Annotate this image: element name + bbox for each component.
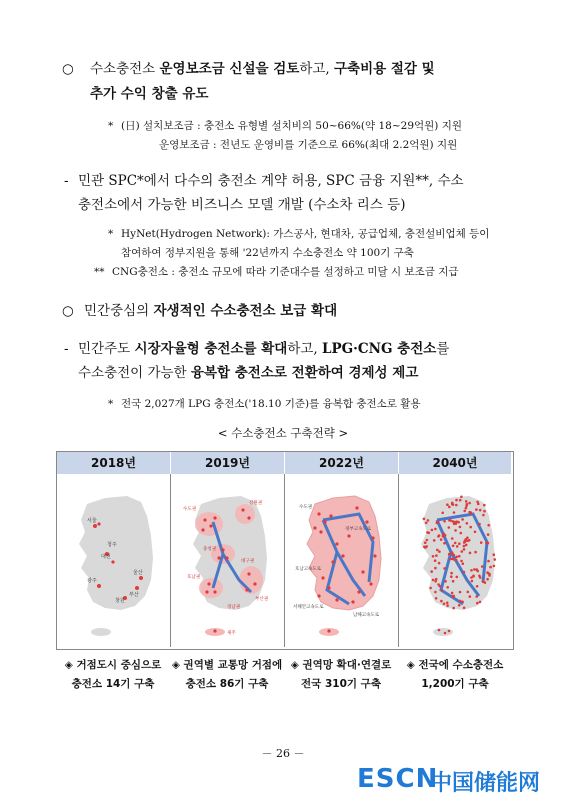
s2-note2: CNG충전소 : 충전소 규모에 따라 기준대수를 설정하고 미달 시 보조금 지급 — [112, 266, 459, 278]
dot-2040 — [441, 589, 444, 592]
caption-2018-1: ◈ 거점도시 중심으로 — [64, 659, 162, 671]
s4-line1-d: LPG·CNG 충전소 — [322, 341, 437, 357]
caption-2018-2: 충전소 14기 구축 — [71, 678, 155, 690]
dot-2040 — [423, 518, 426, 521]
caption-2019-2: 충전소 86기 구축 — [185, 678, 269, 690]
label-2018-1: 청주 — [107, 542, 117, 548]
dot-2040 — [474, 551, 477, 554]
dot-2040 — [448, 630, 451, 633]
figure-title: < 수소충전소 구축전략 > — [217, 426, 349, 440]
dot-2040 — [448, 506, 451, 509]
s4-line1-e: 를 — [436, 341, 450, 357]
dot-2040 — [475, 595, 478, 598]
dot-2040 — [438, 534, 441, 537]
dot-2040 — [454, 542, 457, 545]
s1-note1-a: (日) 설치보조금 : 충전소 유형별 설치비의 50~66%(약 18~29억원) 지원 — [121, 120, 462, 132]
map-2040 — [421, 496, 496, 637]
s4-dash: - — [64, 341, 69, 357]
dot-2040 — [483, 510, 486, 513]
dot-2040 — [455, 504, 458, 507]
dot-2040 — [446, 604, 449, 607]
dot-2040 — [459, 600, 462, 603]
dot-2040 — [466, 536, 469, 539]
label-2019-3: 호남권 — [187, 575, 201, 580]
dot-2040 — [433, 539, 436, 542]
dot-2040 — [453, 554, 456, 557]
dot-2040 — [456, 576, 459, 579]
dot-2040 — [463, 571, 466, 574]
dot-2040 — [438, 629, 441, 632]
map-2022 — [293, 496, 381, 636]
dot-2040 — [479, 509, 482, 512]
dot-2040 — [466, 540, 469, 543]
dot-2040 — [494, 558, 497, 561]
s1-line1 — [90, 58, 435, 81]
dot-2040 — [452, 607, 455, 610]
map-2019 — [183, 496, 268, 636]
label-2018-0: 서울 — [87, 518, 97, 524]
caption-2022 — [285, 656, 397, 694]
dot-2040 — [461, 601, 464, 604]
dot-2040 — [493, 565, 496, 568]
dot-2040 — [429, 587, 432, 590]
dot-2040 — [471, 580, 474, 583]
dot-2040 — [463, 510, 466, 513]
label-2018-5: 부산 — [129, 592, 139, 598]
dot-2040 — [457, 521, 460, 524]
dot-2040 — [431, 529, 434, 532]
caption-2022-1: ◈ 권역망 확대·연결로 — [290, 659, 392, 671]
dot-2040 — [451, 503, 454, 506]
dot-2040 — [436, 549, 439, 552]
s2-note1-a: HyNet(Hydrogen Network): 가스공사, 현대차, 공급업체, 충전설비업체 등이 — [121, 228, 490, 240]
dot-2040 — [451, 537, 454, 540]
s3-text — [84, 300, 337, 323]
dot-2040 — [434, 591, 437, 594]
dot-2040 — [478, 575, 481, 578]
s1-line1-c: 하고, — [299, 61, 334, 77]
dot-2040 — [453, 522, 456, 525]
dot-2040 — [443, 520, 446, 523]
s1-line1-d: 구축비용 절감 및 — [333, 61, 435, 77]
dot-2040 — [427, 519, 430, 522]
dot-2040 — [453, 511, 456, 514]
dot-2040 — [462, 562, 465, 565]
dot-2040 — [470, 569, 473, 572]
dot-2040 — [454, 529, 457, 532]
dot-2040 — [460, 496, 463, 499]
s2-line1: 민관 SPC*에서 다수의 충전소 계약 허용, SPC 금융 지원**, 수소 — [78, 173, 464, 189]
label-2019-7: 제주 — [227, 631, 236, 636]
dot-2040 — [442, 535, 445, 538]
dot-2040 — [446, 602, 449, 605]
dot-2040 — [469, 595, 472, 598]
dot-2040 — [465, 507, 468, 510]
label-2022-2: 호남고속도로 — [295, 567, 322, 572]
dot-2040 — [466, 522, 469, 525]
watermark-cn: 中国储能网 — [430, 771, 541, 796]
caption-2040-1: ◈ 전국에 수소충전소 — [406, 659, 504, 671]
dot-2040 — [443, 603, 446, 606]
s2-note2-mark: ** — [94, 266, 105, 278]
dot-2040 — [432, 579, 435, 582]
dot-2040 — [437, 583, 440, 586]
dot-2040 — [486, 571, 489, 574]
map-2018 — [79, 496, 153, 636]
year-2040: 2040년 — [399, 452, 511, 474]
dot-2040 — [446, 503, 449, 506]
s1-line1-b: 운영보조금 신설을 검토 — [159, 61, 300, 77]
korea-maps — [57, 474, 512, 647]
dot-2040 — [451, 592, 454, 595]
s4-line1-a: 민간주도 — [78, 341, 135, 357]
dot-2040 — [425, 522, 428, 525]
dot-2040 — [493, 553, 496, 556]
caption-2022-2: 전국 310기 구축 — [301, 678, 381, 690]
dot-2040 — [456, 545, 459, 548]
dot-2040 — [468, 502, 471, 505]
dot-2040 — [423, 546, 426, 549]
dot-2040 — [459, 526, 462, 529]
dot-2040 — [465, 504, 468, 507]
dot-2040 — [480, 541, 483, 544]
dot-2040 — [452, 580, 455, 583]
dot-2040 — [458, 555, 461, 558]
dot-2040 — [442, 532, 445, 535]
s2-line2: 충전소에서 가능한 비즈니스 모델 개발 (수소차 리스 등) — [78, 197, 406, 213]
dot-2040 — [451, 558, 454, 561]
s4-line1 — [78, 338, 449, 361]
dot-2040 — [475, 508, 478, 511]
dot-2040 — [434, 559, 437, 562]
year-2022: 2022년 — [285, 452, 398, 474]
dot-2040 — [449, 519, 452, 522]
dot-2040 — [443, 542, 446, 545]
dot-2040 — [451, 551, 454, 554]
dot-2040 — [467, 591, 470, 594]
dot-2040 — [459, 499, 462, 502]
dot-2040 — [455, 559, 458, 562]
dot-2040 — [426, 531, 429, 534]
dot-2040 — [455, 499, 458, 502]
dot-2040 — [476, 568, 479, 571]
label-2018-6: 창원 — [115, 598, 125, 604]
label-2022-4: 남해고속도로 — [353, 613, 380, 618]
caption-2040-2: 1,200기 구축 — [421, 678, 489, 690]
label-2019-0: 수도권 — [183, 507, 197, 512]
dot-2040 — [448, 553, 451, 556]
dot-2040 — [472, 575, 475, 578]
dot-2040 — [448, 526, 451, 529]
dot-2040 — [435, 597, 438, 600]
dot-2040 — [455, 556, 458, 559]
dot-2040 — [435, 578, 438, 581]
dot-2040 — [469, 552, 472, 555]
dot-2040 — [436, 522, 439, 525]
dot-2040 — [446, 586, 449, 589]
label-2018-2: 대전 — [101, 554, 111, 560]
caption-2019-1: ◈ 권역별 교통망 거점에 — [171, 659, 283, 671]
dot-2040 — [424, 541, 427, 544]
label-2019-6: 경남권 — [227, 605, 241, 610]
dot-2040 — [444, 632, 447, 635]
dot-2040 — [469, 526, 472, 529]
dot-2040 — [444, 580, 447, 583]
dot-2040 — [465, 500, 468, 503]
label-2019-4: 강원권 — [249, 501, 263, 506]
dot-2040 — [452, 545, 455, 548]
dot-2040 — [434, 567, 437, 570]
s2-note1-mark: * — [108, 228, 114, 240]
dot-2040 — [450, 572, 453, 575]
dot-2040 — [465, 544, 468, 547]
s4-line1-b: 시장자율형 충전소를 확대 — [134, 341, 288, 357]
caption-2040 — [399, 656, 511, 694]
dot-2040 — [443, 567, 446, 570]
dot-2040 — [435, 554, 438, 557]
s1-line1-a: 수소충전소 — [90, 61, 160, 77]
dot-2040 — [453, 595, 456, 598]
dot-2040 — [434, 528, 437, 531]
dot-2040 — [488, 574, 491, 577]
label-2022-1: 경부고속도로 — [345, 527, 372, 532]
label-2019-2: 대구권 — [241, 559, 255, 564]
dot-2040 — [438, 562, 441, 565]
dot-2040 — [487, 524, 490, 527]
dot-2040 — [486, 578, 489, 581]
dot-2040 — [476, 585, 479, 588]
dot-2040 — [476, 602, 479, 605]
caption-2018 — [57, 656, 169, 694]
dot-2040 — [450, 575, 453, 578]
dot-2040 — [432, 555, 435, 558]
s4-line1-c: 하고, — [287, 341, 322, 357]
label-2022-0: 수도권 — [299, 505, 313, 510]
dot-2040 — [430, 570, 433, 573]
year-2018: 2018년 — [57, 452, 170, 474]
dot-2040 — [426, 539, 429, 542]
dot-2040 — [478, 523, 481, 526]
dot-2040 — [440, 600, 443, 603]
s4-note: 전국 2,027개 LPG 충전소('18.10 기준)를 융복합 충전소로 활용 — [121, 398, 421, 410]
dot-2040 — [458, 604, 461, 607]
dot-2040 — [461, 518, 464, 521]
s3-text-a: 민간중심의 — [84, 303, 154, 319]
dot-2040 — [460, 560, 463, 563]
dot-2040 — [458, 542, 461, 545]
dot-2040 — [482, 514, 485, 517]
dot-2040 — [441, 512, 444, 515]
dot-2040 — [438, 550, 441, 553]
dot-2040 — [489, 566, 492, 569]
s1-note1-mark: * — [108, 120, 114, 132]
s1-note1-b: 운영보조금 : 전년도 운영비를 기준으로 66%(최대 2.2억원) 지원 — [159, 139, 458, 151]
dot-2040 — [487, 560, 490, 563]
dot-2040 — [481, 565, 484, 568]
s4-note-mark: * — [108, 398, 114, 410]
watermark-latin: ESCN — [357, 764, 439, 794]
dot-2040 — [461, 550, 464, 553]
s2-dash: - — [64, 173, 69, 189]
label-2022-3: 서해안고속도로 — [293, 605, 324, 610]
dot-2040 — [460, 532, 463, 535]
dot-2040 — [477, 503, 480, 506]
dot-2040 — [463, 607, 466, 610]
s3-bullet: ○ — [62, 303, 74, 319]
dot-2040 — [440, 538, 443, 541]
label-2019-1: 충청권 — [203, 547, 217, 552]
dot-2040 — [484, 581, 487, 584]
label-2018-4: 울산 — [133, 570, 143, 576]
dot-2040 — [470, 513, 473, 516]
s4-line2-b: 융복합 충전소로 전환하여 경제성 제고 — [190, 365, 419, 381]
s1-line2: 추가 수익 창출 유도 — [90, 86, 209, 102]
dot-2040 — [485, 542, 488, 545]
caption-2019 — [171, 656, 283, 694]
dot-2040 — [474, 531, 477, 534]
label-2019-5: 부산권 — [255, 597, 269, 602]
year-2019: 2019년 — [171, 452, 284, 474]
dot-2040 — [463, 548, 466, 551]
s1-bullet: ○ — [62, 61, 74, 77]
page-number: － 26 － — [261, 747, 305, 760]
dot-2040 — [479, 601, 482, 604]
dot-2040 — [483, 504, 486, 507]
label-2018-3: 광주 — [87, 578, 97, 584]
s3-text-b: 자생적인 수소충전소 보급 확대 — [153, 303, 338, 319]
s4-line2 — [78, 362, 418, 385]
dot-2040 — [463, 545, 466, 548]
dot-2040 — [487, 533, 490, 536]
s4-line2-a: 수소충전이 가능한 — [78, 365, 191, 381]
s2-note1-b: 참여하여 정부지원을 통해 '22년까지 수소충전소 약 100기 구축 — [121, 247, 414, 259]
dot-2040 — [473, 568, 476, 571]
dot-2040 — [470, 576, 473, 579]
dot-2040 — [459, 591, 462, 594]
